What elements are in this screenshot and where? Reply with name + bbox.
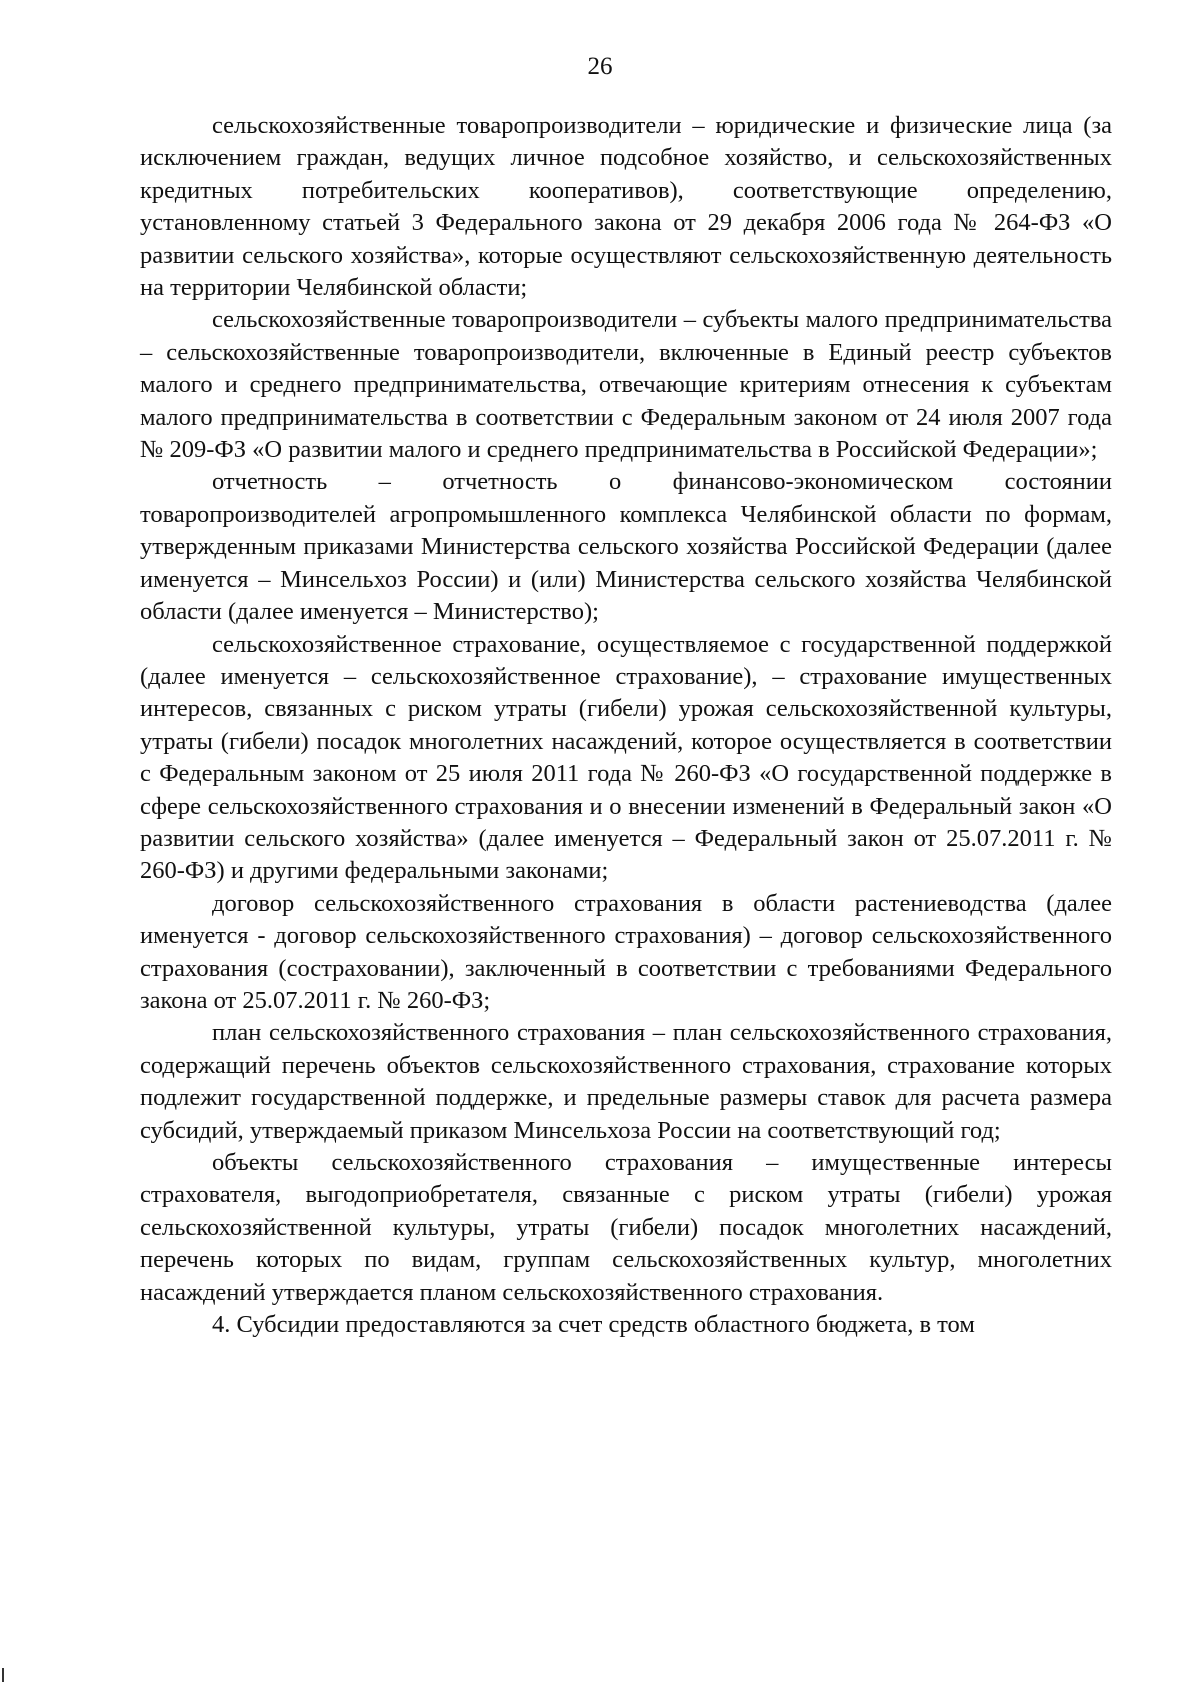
definition-paragraph-agricultural-insurance: сельскохозяйственное страхование, осуществляемое с государственной поддержкой (далее именуется – сельскохозяйственное страхование), – страхование имущественных интересов, связанных с риском утраты (гибели) урожая сельскохозяйственной культуры, утраты (гибели) посадок многолетних насаждений, которое осуществляется в соответствии с Федеральным законом от 25 июля 2011 года № 260-ФЗ «О государственной поддержке в сфере сельскохозяйственного страхования и о внесении изменений в Федеральный закон «О развитии сельского хозяйства» (далее именуется – Федеральный закон от 25.07.2011 г. № 260-ФЗ) и другими федеральными законами; [140, 630, 1112, 885]
definition-paragraph-insurance-contract: договор сельскохозяйственного страхования в области растениеводства (далее именуется - договор сельскохозяйственного страхования) – договор сельскохозяйственного страхования (состраховании), заключенный в соответствии с требованиями Федерального закона от 25.07.2011 г. № 260-ФЗ; [140, 889, 1112, 1014]
definition-paragraph-insurance-objects: объекты сельскохозяйственного страхования – имущественные интересы страхователя, выгодоприобретателя, связанные с риском утраты (гибели) урожая сельскохозяйственной культуры, утраты (гибели) посадок многолетних насаждений, перечень которых по видам, группам сельскохозяйственных культур, многолетних насаждений утверждается планом сельскохозяйственного страхования. [140, 1149, 1112, 1306]
document-body [140, 110, 1112, 1341]
definition-paragraph-small-business-producers: сельскохозяйственные товаропроизводители – субъекты малого предпринимательства – сельскохозяйственные товаропроизводители, включенные в Единый реестр субъектов малого и среднего предпринимательства, отвечающие критериям отнесения к субъектам малого предпринимательства в соответствии с Федеральным законом от 24 июля 2007 года № 209-ФЗ «О развитии малого и среднего предпринимательства в Российской Федерации»; [140, 306, 1112, 464]
definition-paragraph-agricultural-producers: сельскохозяйственные товаропроизводители – юридические и физические лица (за исключением граждан, ведущих личное подсобное хозяйство, и сельскохозяйственных кредитных потребительских кооперативов), соответствующие определению, установленному статьей 3 Федерального закона от 29 декабря 2006 года № 264-ФЗ «О развитии сельского хозяйства», которые осуществляют сельскохозяйственную деятельность на территории Челябинской области; [140, 112, 1112, 302]
page-number: 26 [587, 53, 613, 80]
scan-edge-mark [2, 1668, 4, 1682]
section-4-paragraph: 4. Субсидии предоставляются за счет средств областного бюджета, в том [212, 1311, 975, 1339]
definition-paragraph-insurance-plan: план сельскохозяйственного страхования – план сельскохозяйственного страхования, содержащий перечень объектов сельскохозяйственного страхования, страхование которых подлежит государственной поддержке, и предельные размеры ставок для расчета размера субсидий, утверждаемый приказом Минсельхоза России на соответствующий год; [140, 1019, 1112, 1144]
definition-paragraph-reporting: отчетность – отчетность о финансово-экономическом состоянии товаропроизводителей агропромышленного комплекса Челябинской области по формам, утвержденным приказами Министерства сельского хозяйства Российской Федерации (далее именуется – Минсельхоз России) и (или) Министерства сельского хозяйства Челябинской области (далее именуется – Министерство); [140, 468, 1112, 626]
